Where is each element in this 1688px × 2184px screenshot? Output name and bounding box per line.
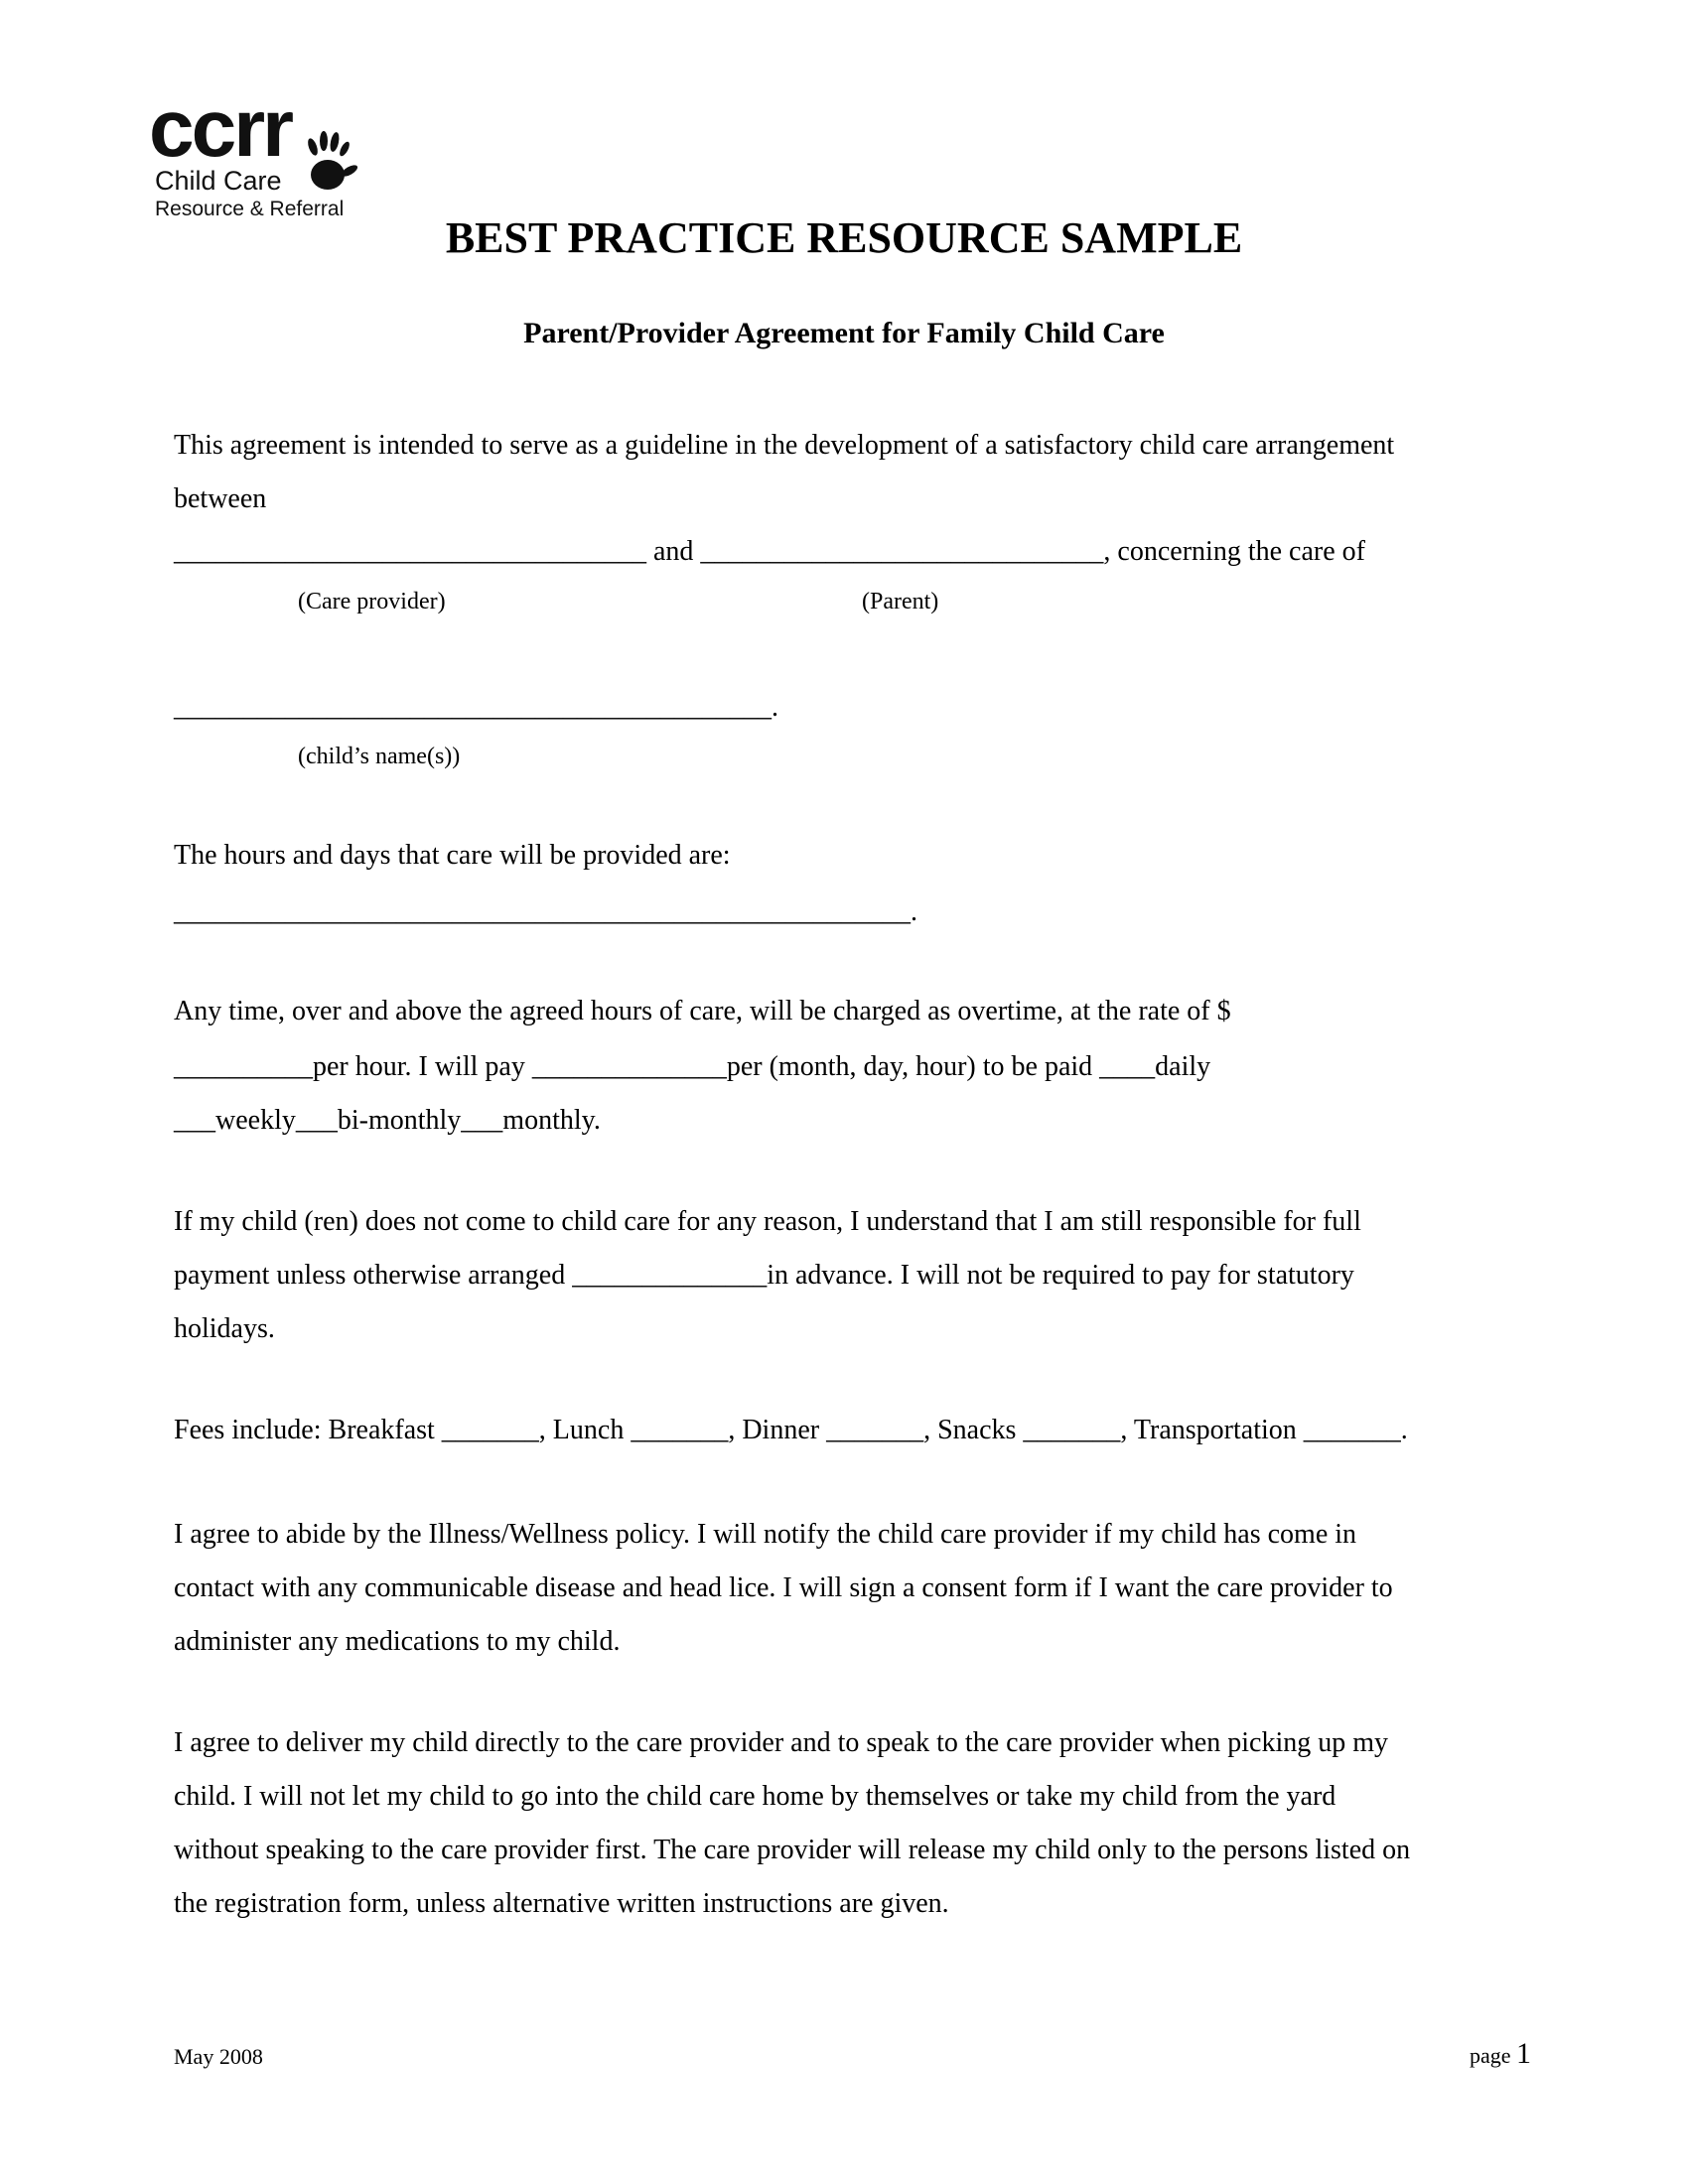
delivery-line-4: the registration form, unless alternative written instructions are given. <box>174 1888 949 1919</box>
child-name-blank-line: ___________________________________________. <box>174 692 778 723</box>
overtime-line-1: Any time, over and above the agreed hours of care, will be charged as overtime, at the rate of $ <box>174 996 1231 1026</box>
illness-line-2: contact with any communicable disease and head lice. I will sign a consent form if I want the care provider to <box>174 1572 1393 1603</box>
logo-text-child-care: Child Care <box>155 166 282 196</box>
page-number: 1 <box>1516 2037 1531 2070</box>
label-parent: (Parent) <box>862 589 939 614</box>
footer-date: May 2008 <box>174 2044 263 2069</box>
illness-line-3: administer any medications to my child. <box>174 1626 621 1657</box>
absence-line-3: holidays. <box>174 1313 275 1344</box>
delivery-line-3: without speaking to the care provider first. The care provider will release my child only to the persons listed on <box>174 1835 1411 1865</box>
fees-line: Fees include: Breakfast _______, Lunch _______, Dinner _______, Snacks _______, Transportation _______. <box>174 1415 1408 1445</box>
label-child-name: (child’s name(s)) <box>298 744 461 769</box>
logo-mark: ccrr <box>149 83 292 174</box>
document-subtitle: Parent/Provider Agreement for Family Child Care <box>523 317 1165 349</box>
document-title: BEST PRACTICE RESOURCE SAMPLE <box>445 213 1243 262</box>
label-care-provider: (Care provider) <box>298 589 446 614</box>
intro-line-2: between <box>174 483 267 514</box>
handprint-icon <box>298 127 359 199</box>
logo-text-resource-referral: Resource & Referral <box>155 198 345 220</box>
hours-line-1: The hours and days that care will be provided are: <box>174 840 731 871</box>
provider-parent-blank-line: __________________________________ and _____________________________, concerning the care of <box>174 536 1365 567</box>
illness-line-1: I agree to abide by the Illness/Wellness policy. I will notify the child care provider if my child has come in <box>174 1519 1357 1550</box>
overtime-line-3: ___weekly___bi-monthly___monthly. <box>174 1105 601 1136</box>
absence-line-1: If my child (ren) does not come to child care for any reason, I understand that I am still responsible for full <box>174 1206 1361 1237</box>
overtime-line-2: __________per hour. I will pay ______________per (month, day, hour) to be paid ____daily <box>174 1051 1211 1082</box>
hours-blank-line: _____________________________________________________. <box>174 896 917 927</box>
absence-line-2: payment unless otherwise arranged ______________in advance. I will not be required to pay for statutory <box>174 1260 1354 1291</box>
delivery-line-2: child. I will not let my child to go into the child care home by themselves or take my child from the yard <box>174 1781 1336 1812</box>
page-label: page <box>1469 2043 1511 2068</box>
footer-page <box>1470 2037 1531 2073</box>
ccrr-logo <box>149 83 357 230</box>
delivery-line-1: I agree to deliver my child directly to the care provider and to speak to the care provider when picking up my <box>174 1727 1389 1758</box>
intro-line-1: This agreement is intended to serve as a guideline in the development of a satisfactory child care arrangement <box>174 430 1395 461</box>
